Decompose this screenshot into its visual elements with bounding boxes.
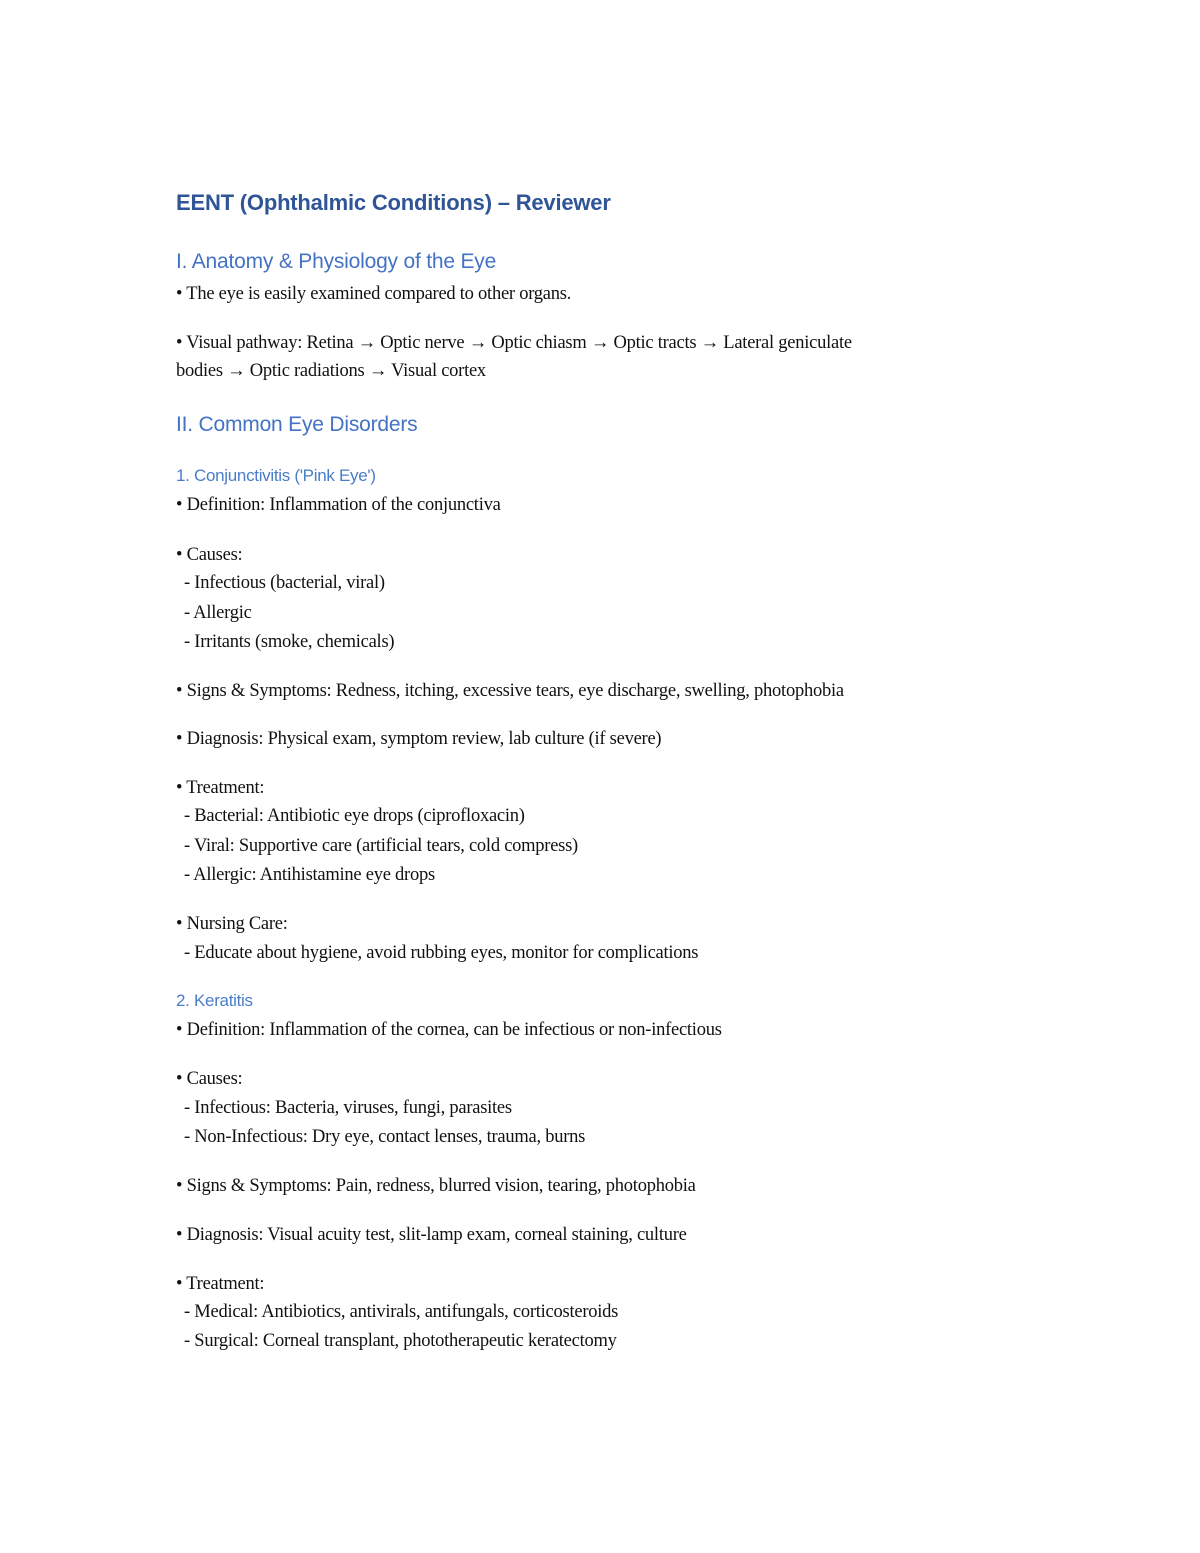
text-line: • The eye is easily examined compared to other organs. [176, 284, 572, 304]
subsection-heading-conjunctivitis: 1. Conjunctivitis ('Pink Eye') [176, 466, 376, 485]
text-line: - Infectious: Bacteria, viruses, fungi, parasites [184, 1098, 512, 1118]
text-line: - Non-Infectious: Dry eye, contact lenses, trauma, burns [184, 1127, 586, 1147]
section-heading-disorders: II. Common Eye Disorders [176, 413, 418, 436]
document-title: EENT (Ophthalmic Conditions) – Reviewer [176, 190, 611, 215]
text-line: • Definition: Inflammation of the cornea, can be infectious or non-infectious [176, 1020, 722, 1040]
text-line: • Causes: [176, 1069, 243, 1089]
text-line: • Signs & Symptoms: Redness, itching, excessive tears, eye discharge, swelling, photophobia [176, 681, 844, 701]
text-line: • Diagnosis: Physical exam, symptom review, lab culture (if severe) [176, 729, 662, 749]
text-line: • Nursing Care: [176, 914, 288, 934]
text-line: - Infectious (bacterial, viral) [184, 573, 385, 593]
text-line: - Irritants (smoke, chemicals) [184, 632, 395, 652]
text-line: - Medical: Antibiotics, antivirals, antifungals, corticosteroids [184, 1302, 619, 1322]
text-line: bodies → Optic radiations → Visual cortex [176, 361, 486, 381]
subsection-heading-keratitis: 2. Keratitis [176, 991, 253, 1010]
text-line: • Treatment: [176, 1274, 265, 1294]
text-line: • Treatment: [176, 778, 265, 798]
text-line: • Causes: [176, 545, 243, 565]
text-line: - Allergic: Antihistamine eye drops [184, 865, 435, 885]
text-line: - Bacterial: Antibiotic eye drops (ciprofloxacin) [184, 806, 525, 826]
section-heading-anatomy: I. Anatomy & Physiology of the Eye [176, 250, 497, 273]
text-line: • Signs & Symptoms: Pain, redness, blurred vision, tearing, photophobia [176, 1176, 696, 1196]
text-line: • Visual pathway: Retina → Optic nerve → Optic chiasm → Optic tracts → Lateral geniculate [176, 333, 852, 353]
text-line: - Viral: Supportive care (artificial tears, cold compress) [184, 836, 578, 856]
text-line: • Definition: Inflammation of the conjunctiva [176, 495, 501, 515]
text-line: • Diagnosis: Visual acuity test, slit-lamp exam, corneal staining, culture [176, 1225, 687, 1245]
text-line: - Surgical: Corneal transplant, phototherapeutic keratectomy [184, 1331, 617, 1351]
text-line: - Educate about hygiene, avoid rubbing eyes, monitor for complications [184, 943, 699, 963]
text-line: - Allergic [184, 603, 252, 623]
